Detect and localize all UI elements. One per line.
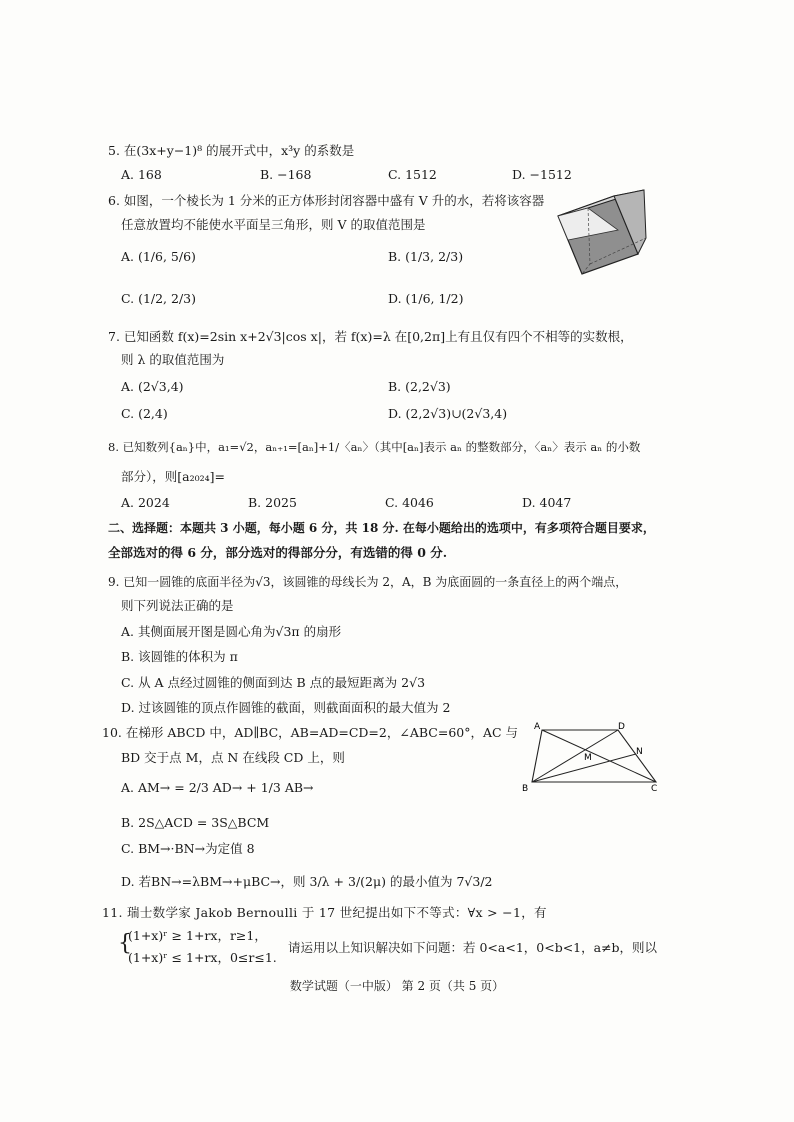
q8-option-d: D. 4047 (522, 495, 572, 510)
q9-option-b: B. 该圆锥的体积为 π (121, 649, 238, 664)
q9-stem-line2: 则下列说法正确的是 (121, 598, 234, 613)
q7-option-b: B. (2,2√3) (388, 379, 451, 394)
cube-water-figure (548, 186, 650, 282)
q5-stem: 5. 在(3x+y−1)⁸ 的展开式中，x³y 的系数是 (108, 143, 355, 158)
q6-option-d: D. (1/6, 1/2) (388, 291, 464, 306)
label-a: A (534, 722, 541, 732)
q8-stem-line1: 8. 已知数列{aₙ}中，a₁=√2，aₙ₊₁=[aₙ]+1/〈aₙ〉（其中[aₙ]表示 aₙ 的整数部分，〈aₙ〉表示 aₙ 的小数 (108, 440, 641, 454)
q7-option-d: D. (2,2√3)∪(2√3,4) (388, 406, 508, 421)
q10-stem-line2: BD 交于点 M，点 N 在线段 CD 上，则 (121, 750, 345, 765)
q11-stem-line1: 11. 瑞士数学家 Jakob Bernoulli 于 17 世纪提出如下不等式：∀x > −1，有 (102, 905, 547, 920)
label-d: D (618, 722, 625, 732)
page-footer: 数学试题（一中版） 第 2 页（共 5 页） (289, 979, 505, 993)
label-c: C (651, 784, 658, 794)
section2-heading-line2: 全部选对的得 6 分，部分选对的得部分分，有选错的得 0 分. (108, 545, 448, 560)
q11-brace: { (118, 931, 132, 956)
label-b: B (522, 784, 529, 794)
q9-option-d: D. 过该圆锥的顶点作圆锥的截面，则截面面积的最大值为 2 (121, 700, 451, 715)
q8-stem-line2: 部分），则[a₂₀₂₄]= (121, 469, 225, 484)
q6-option-a: A. (1/6, 5/6) (121, 249, 196, 264)
q11-case1: (1+x)ʳ ≥ 1+rx，r≥1， (128, 928, 267, 943)
q10-option-d: D. 若BN→=λBM→+μBC→，则 3/λ + 3/(2μ) 的最小值为 7√3/2 (121, 874, 493, 889)
q6-option-b: B. (1/3, 2/3) (388, 249, 464, 264)
q9-option-a: A. 其侧面展开图是圆心角为√3π 的扇形 (121, 624, 342, 639)
q7-option-c: C. (2,4) (121, 406, 168, 421)
q9-option-c: C. 从 A 点经过圆锥的侧面到达 B 点的最短距离为 2√3 (121, 675, 426, 690)
q10-option-a: A. AM→ = 2/3 AD→ + 1/3 AB→ (121, 780, 314, 795)
q10-option-b: B. 2S△ACD = 3S△BCM (121, 815, 270, 830)
q10-option-c: C. BM→·BN→为定值 8 (121, 841, 255, 856)
q5-option-c: C. 1512 (388, 167, 437, 182)
q11-tail: 请运用以上知识解决如下问题：若 0<a<1，0<b<1，a≠b，则以 (288, 940, 658, 955)
q5-option-a: A. 168 (121, 167, 162, 182)
trapezoid-figure (518, 720, 664, 796)
q7-stem-line2: 则 λ 的取值范围为 (121, 352, 225, 367)
q7-option-a: A. (2√3,4) (121, 379, 184, 394)
label-n: N (636, 747, 643, 757)
q8-option-a: A. 2024 (121, 495, 170, 510)
section2-heading-line1: 二、选择题：本题共 3 小题，每小题 6 分，共 18 分. 在每小题给出的选项中，有多项符合题目要求， (108, 521, 655, 535)
q6-stem-line1: 6. 如图，一个棱长为 1 分米的正方体形封闭容器中盛有 V 升的水，若将该容器 (108, 193, 545, 208)
q6-option-c: C. (1/2, 2/3) (121, 291, 196, 306)
q8-option-b: B. 2025 (248, 495, 297, 510)
q6-stem-line2: 任意放置均不能使水平面呈三角形，则 V 的取值范围是 (121, 217, 426, 232)
q5-option-b: B. −168 (260, 167, 312, 182)
q8-option-c: C. 4046 (385, 495, 434, 510)
q10-stem-line1: 10. 在梯形 ABCD 中，AD∥BC，AB=AD=CD=2，∠ABC=60°，AC 与 (102, 725, 519, 740)
q9-stem-line1: 9. 已知一圆锥的底面半径为√3，该圆锥的母线长为 2，A，B 为底面圆的一条直径上的两个端点， (108, 575, 628, 589)
q11-case2: (1+x)ʳ ≤ 1+rx，0≤r≤1. (128, 950, 277, 965)
label-m: M (584, 753, 592, 763)
q7-stem-line1: 7. 已知函数 f(x)=2sin x+2√3|cos x|，若 f(x)=λ 在[0,2π]上有且仅有四个不相等的实数根， (108, 329, 633, 344)
q5-option-d: D. −1512 (512, 167, 572, 182)
